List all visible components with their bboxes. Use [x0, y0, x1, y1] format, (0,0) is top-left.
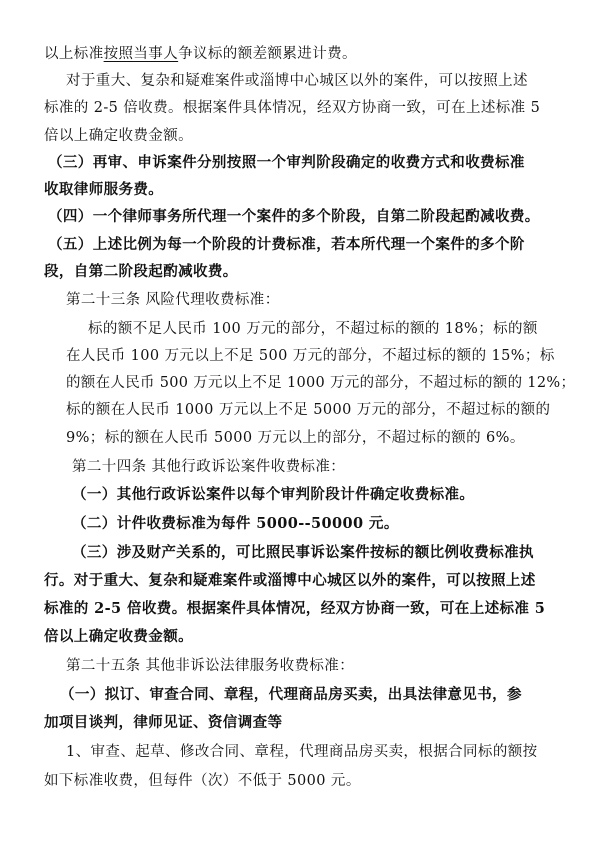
text-line: 倍以上确定收费金额。	[44, 128, 193, 144]
text-line: 1、审查、起草、修改合同、章程，代理商品房买卖，根据合同标的额按	[66, 744, 538, 760]
text-line: 的额在人民币 500 万元以上不足 1000 万元的部分，不超过标的额的 12%；	[66, 375, 576, 391]
text-line: 标的额在人民币 1000 万元以上不足 5000 万元的部分，不超过标的额的	[66, 402, 551, 418]
text-line: （三）涉及财产关系的，可比照民事诉讼案件按标的额比例收费标准执	[72, 544, 534, 561]
text-line: 在人民币 100 万元以上不足 500 万元的部分，不超过标的额的 15%；标	[66, 348, 555, 364]
text-line: （二）计件收费标准为每件 5000--50000 元。	[72, 515, 399, 532]
text-line: （一）拟订、审查合同、章程，代理商品房买卖，出具法律意见书，参	[60, 686, 522, 703]
text-line: （一）其他行政诉讼案件以每个审判阶段计件确定收费标准。	[72, 486, 475, 503]
article-heading: 第二十四条 其他行政诉讼案件收费标准：	[72, 459, 346, 475]
text-line: 标准的 2-5 倍收费。根据案件具体情况，经双方协商一致，可在上述标准 5	[44, 100, 541, 116]
text-line	[44, 44, 357, 64]
line1-before: 以上标准	[44, 46, 104, 62]
text-line: 标的额不足人民币 100 万元的部分，不超过标的额的 18%；标的额	[88, 321, 538, 337]
text-line: 9%；标的额在人民币 5000 万元以上的部分，不超过标的额的 6%。	[66, 430, 525, 446]
article-heading: 第二十三条 风险代理收费标准：	[66, 292, 280, 308]
line1-after: 争议标的额差额累进计费。	[178, 46, 357, 62]
text-line: 收取律师服务费。	[44, 181, 164, 198]
article-heading: 第二十五条 其他非诉讼法律服务收费标准：	[66, 658, 355, 674]
text-line: 行。对于重大、复杂和疑难案件或淄博中心城区以外的案件，可以按照上述	[44, 572, 536, 589]
text-line: 加项目谈判，律师见证、资信调查等	[44, 714, 283, 731]
text-line: 段，自第二阶段起酌减收费。	[44, 263, 238, 280]
text-line: 倍以上确定收费金额。	[44, 628, 193, 645]
text-line: 标准的 2-5 倍收费。根据案件具体情况，经双方协商一致，可在上述标准 5	[44, 600, 546, 617]
text-line: 如下标准收费，但每件（次）不低于 5000 元。	[44, 773, 361, 789]
text-line: （四）一个律师事务所代理一个案件的多个阶段，自第二阶段起酌减收费。	[48, 208, 540, 225]
underlined-phrase: 按照当事人	[103, 46, 179, 62]
text-line: （三）再审、申诉案件分别按照一个审判阶段确定的收费方式和收费标准	[48, 154, 525, 171]
text-line: （五）上述比例为每一个阶段的计费标准，若本所代理一个案件的多个阶	[48, 236, 525, 253]
text-line: 对于重大、复杂和疑难案件或淄博中心城区以外的案件，可以按照上述	[66, 73, 528, 89]
